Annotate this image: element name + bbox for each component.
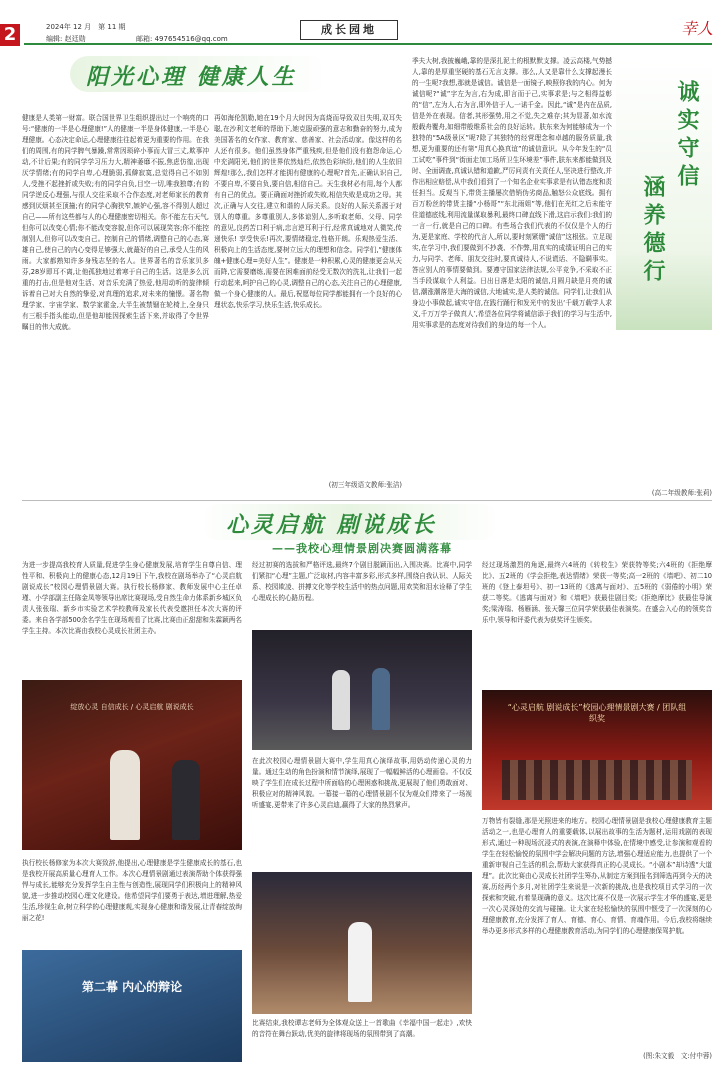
article1-signature: (初三年级语文教师:张洁) bbox=[328, 481, 402, 489]
article2-title-2: 涵养德行 bbox=[640, 175, 666, 287]
actor-figure-2 bbox=[372, 668, 390, 730]
section-divider bbox=[22, 500, 712, 501]
article3-song: 比赛结束,我校谭志老师为全体观众送上一首歌曲《幸福中国一起走》,欢快的音符在舞台跃动,优美的旋律将现场的氛围带到了高潮。 bbox=[252, 1019, 472, 1038]
speaker-figure bbox=[172, 760, 200, 840]
issue-info: 2024年 12 月 第 11 期 bbox=[46, 23, 126, 31]
article2-title-1: 诚实守信 bbox=[674, 80, 700, 192]
article2-body: 季夫大树,我披巍峨,靠的是深扎泥土的根默默支撑。凌云高楼,气势撼人,靠的是厚重坚硬的基石无言支撑。那么,人又是靠什么支撑起漫长的一生呢?我想,那就是诚信。诚信是一面镜子,映照你我的内心。何为诚信呢?“诚”字左为言,右为成,即言而于己,实事求是;与之相得益彰的“信”,左为人,右为言,即外信于人,一诺千金。因此,“诚”是内在品质,信是外在表现。信者,其形强势,用之不觉,失之难存;其为显著,如水流般载舟覆舟,如细带般维系社会的良好运转。肤东来为何能够成为一个独特的“5A级景区”呢?除了其独特的经营理念和卓越的服务质量,我想,更为重要的还有第“用真心换真谊”的诚信意识。从今年发生的“员工试吃”事件到“街面走加工场所卫生环境差”事件,肤东来都能做到及时、全面调查,真诚认错和道歉,严厉问责有关责任人,坚决进行整改,并作出相应赔偿,从中我们看到了一个知名企业实事求是有认错态度和责任担当。反观当下,带货主播屡次借销伪劣商品,触怒公众底线。拥有百万粉丝的带货主播“小杨哥”“东北雨姐”等,他们在光红之后未能守住道德底线,利用流量谋取暴利,最终口碑直线下滑,这启示我们:我们的一言一行,就是自己的口碑。有些场合我们代表的不仅仅是个人的行为,更是家庭、学校的代言人,所以,要时刻紧绷“诚信”这根弦。立足现实,在学习中,我们要做到不抄袭、不作弊,用真实的成绩证明自己的实力,与同学、老师、朋友交往时,要真诚待人,不说谎话、不隐瞒事实。答应别人的事情要做到。要遵守国家法律法规,公平竞争,不采取不正当手段谋取个人利益。日出日落是太阳的诚信,月圆月缺是月亮的诚信,潮涨潮落是大海的诚信,大地诚实,是人类的诚信。同学们,让我们从身边小事做起,诚实守信,在践行踊行和发光中的发出‘千载万载学人求义,千万万学子做真人’,希望各位同学将诚信添于我们的学习与生活中,用实事求是的态度对待我们的身边的每一个人。 bbox=[412, 57, 612, 329]
article3-signature: (图:朱文毅 文:付中蓉) bbox=[643, 1052, 712, 1060]
section-title: 成长园地 bbox=[300, 20, 398, 40]
email-info: 邮箱: 497654516@qq.com bbox=[136, 35, 228, 43]
photo-performance bbox=[252, 630, 472, 750]
article3-title: 心灵启航 剧说成长 bbox=[226, 512, 437, 538]
photo-scene-two bbox=[22, 950, 242, 1062]
photo1-banner-text: 绽放心灵 自信成长 / 心灵启航 剧说成长 bbox=[70, 703, 194, 711]
article3-intro: 为进一步提高我校育人质量,促进学生身心健康发展,培育学生自尊自信、理性平和、积极向上的健康心态,12月19日下午,我校在剧场举办了“心灵启航剧说成长”校园心理情景剧大赛。执行校长杨修家、教师发展中心主任卓瑾、小学部副主任陈金凤等领导出席比赛现场,受自然生命力体系新乡城区负责人张张瑞、新乡市实验艺术学校教师及家长代表受邀担任本次大赛的评委。来自各学部500余名学生在现场观看了比赛,比赛由正甜甜和朱霖颖两名学生主持。本次比赛由我校心灵成长社团主办。 bbox=[22, 561, 242, 635]
article3-speech: 执行校长杨修家为本次大赛致辞,他提出,心理健康是学生健康成长的基石,也是我校开展高质量心理育人工作。本次心理情景剧通过表演帮助个体获得强悍与成长,能够充分发挥学生自主性与创造性,展现同学们积极向上的精神风貌,进一步推动校园心理文化建设。他希望同学们要勇于表达,增进理解,热爱生活,珍视生命,树立科学的心理健康观,实现身心健康和谐发展,让青春绽放绚丽之花! bbox=[22, 859, 242, 922]
article3-awards: 经过现场激烈的角逐,最终六4班的《转校生》荣获特等奖;六4班的《拒绝摩比》、五2班的《学会拒绝,表达情绪》荣获一等奖;高一2班的《墙吧》、初二10班的《登上泰坦号》、初一13班的《逃离与面对》、五5班的《弱倦的小明》荣获二等奖。《逃离与面对》和《墙吧》获最佳剧目奖;《拒绝摩比》获最佳导演奖;梁涛瑞、杨雁涵、张天馨三位同学荣获最佳表演奖。在盛会入心的的领奖音乐中,领导和评委代表为获奖评生颁奖。 bbox=[482, 561, 712, 624]
header-rule bbox=[24, 43, 712, 45]
article1-title: 阳光心理 健康人生 bbox=[86, 64, 297, 90]
singer-figure bbox=[348, 922, 372, 1002]
article3-subtitle: ——我校心理情景剧决赛圆满落幕 bbox=[272, 542, 452, 555]
host-figure bbox=[110, 750, 140, 840]
editor-info: 编辑: 赵廷勋 bbox=[46, 35, 86, 43]
brand-logo: 幸人 bbox=[680, 19, 713, 38]
photo2-scene-title: 第二幕 内心的辩论 bbox=[81, 980, 183, 994]
article3-finals: 经过初赛的选拔和严格评选,最终7个剧目脱颖而出,入围决赛。比赛中,同学们紧扣“心理”主题,广泛取材,内容丰富多彩,形式多样,围绕自我认识、人际关系、校园欺凌、拼搏文化等学校生活中的热点问题,用欢笑和泪水诠释了学生心理成长的心路历程。 bbox=[252, 561, 472, 602]
article1-col2: 再如海伦凯勒,她在19个月大时因为高烧而导致双目失明,双耳失聪,在沙利文老师的帮助下,她克服顽强的意志和勤奋的努力,成为美国著名的女作家、教育家、慈善家、社会活动家。像这样的名人还有很多。他们虽然身体严重残疾,但是他们没有抱怨命运,心中充满阳光,他们的世界依然灿烂,依然色彩缤纷,他们的人生依旧辉煌!那么,我们怎样才能拥有健康的心理呢?首先,正确认识自己,不要自卑,不要自负,要自信,相信自己。天生我材必有用,每个人都有自己的优点。要正确面对挫折或失败,相信失败是成功之母。其次,正确与人交往,建立和谐的人际关系。良好的人际关系源于对别人的尊重。多尊重别人,多体谅别人,多听取老师、父母、同学的意见,良药苦口利于病,忠言逆耳利于行,经常真诚地对人微笑,传递快乐! 享受快乐!再次,要情绪稳定,性格开朗。乐观热爱生活、积极向上的生活态度,要树立远大的理想和信念。同学们,“健康体魄+健康心理=美好人生”。健康是一种积累,心灵的健康更会从天而降,它需要磨练,需要在困难面前经受无数次的洗礼,让我们一起行动起来,呵护自己的心灵,调整自己的心态,关注自己的心理健康,做一个身心健康的人。最后,祝愿每位同学都能拥有一个良好的心理状态,快乐学习,快乐生活,快乐成长。 bbox=[214, 114, 402, 309]
article3-closing: 万物皆有裂缝,那是光照进来的地方。校园心理情景剧是我校心理健康教育主题活动之一,也是心理育人的重要载体,以展出故事的生活为题材,运用戏剧的表现形式,通过一种现场沉浸式的表演,在演释中体验,在情境中感受,让参演和观看的学生在轻松愉悦的氛围中学会解决问题的方法,增强心理适应能力,也提供了一个重新审视自己生活的机会,帮助大家获得真正的心灵成长。“小剧本”却诗透“大道理”。此次比赛由心灵成长社团学生筹办,从制定方案到报名到筛选再到今天的决赛,历经两个多月,对社团学生来说是一次新的挑战,也是我校项目式学习的一次探索和突破,有着显现确的意义。这次比赛不仅是一次展示学生才华的盛宴,更是一次心灵深处的交流与碰撞。让大家在轻松愉快的氛围中惬受了一次深刻的心理健康教育,充分发挥了育人、育德、育心、育情、育魂作用。今后,我校将继续举办更多形式多样的心理健康教育活动,为同学们的心理健康保驾护航。 bbox=[482, 817, 712, 935]
photo-awards bbox=[482, 690, 712, 810]
article1-col1: 健康是人类第一财富。联合国世界卫生组织提出过一个响亮的口号:“健康的一半是心理健康!”人的健康一半是身体健康,一半是心理健康。心态决定命运,心理健康往往起着更为重要的作用。在我们的周围,有的同学脾气暴躁,常常因琐碎小事而大冒三丈,欺事冲动,不计后果;有的同学学习压力大,精神萎靡不振,焦虑仿徨,出现厌学情绪;有的同学自卑,心理脆弱,孤僻寂寞,总觉得自己不如别人,受挫不起挫折或失败;有的同学自负,目空一切,唯我独尊;有的同学逆反心理强,与很人交往采取不合作态度,对老师家长的教育感到厌烦甚至顶撞;有的同学心胸狭窄,嫉妒心强,容不得别人超过自己——所有这些都与人的心理健康密切相关。你不能左右天气,但你可以改变心情;你不能改变容貌,但你可以展现笑容;你不能控制别人,但你可以改变自己。控制自己的情绪,调整自己的心态,赛雄自己,使自己的内心变得足够强大,就蕞好的自己,承受人生的风雨。大家都熟知许多身残志坚的名人。世界著名的音乐家贝多芬,28岁即耳不离,让他孤独地过着寒于自己的生活。这是多么沉重的打击,但是他对生活、对音乐充满了热爱,他用动听的旋律倾诉着自己对大自然的挚爱,对真理的追求,对未来的憧憬。著名物理学家、宇宙学家、数学家霍金,大半生被禁锢在轮椅上,全身只有三根手指头能动,但是他却能因探索生活下来,并取得了令世界瞩目的伟大成就。 bbox=[22, 114, 209, 331]
article2-signature: (高二年级教师:张莉) bbox=[651, 489, 712, 497]
page-number: 2 bbox=[0, 24, 20, 46]
photo3-banner-text: “心灵启航 剧说成长”校园心理情景剧大赛 / 团队组织奖 bbox=[507, 703, 687, 723]
actor-figure-1 bbox=[332, 670, 350, 730]
article3-performance: 在此次校园心理情景剧大赛中,学生用真心演绎故事,用奶动传递心灵的力量。通过生动的角色扮演和情节演绎,展现了一幅幅鲜活的心理画卷。不仅反映了学生们在成长过程中所面临的心理困惑和挑战,更展现了他们勇敢面对、积极应对的精神风貌。一幕接一幕的心理情景剧不仅为观众们带来了一场视听盛宴,更带来了许多心灵启迪,赢得了大家的热烈掌声。 bbox=[252, 757, 472, 809]
photo-host-speech bbox=[22, 680, 242, 850]
photo-song bbox=[252, 872, 472, 1014]
award-group bbox=[502, 760, 692, 800]
